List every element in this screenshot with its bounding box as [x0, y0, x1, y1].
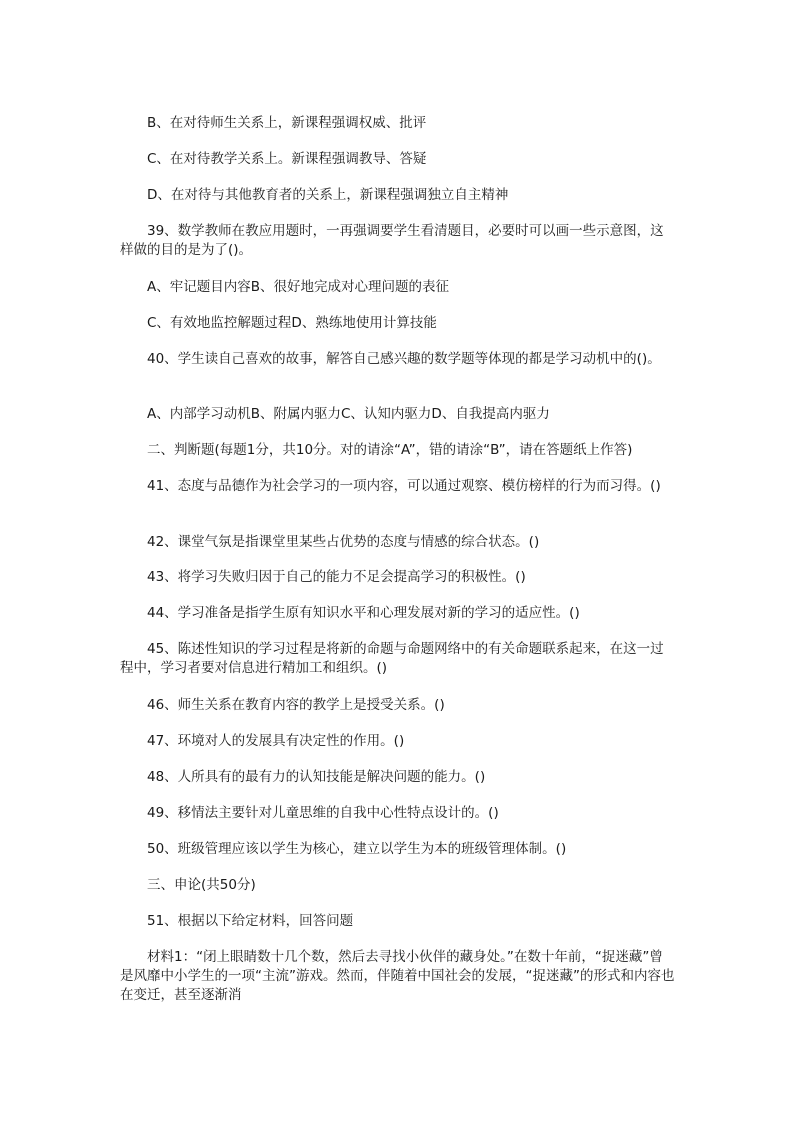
question-51: 51、根据以下给定材料，回答问题	[147, 913, 354, 929]
question-49: 49、移情法主要针对儿童思维的自我中心性特点设计的。()	[147, 805, 499, 821]
question-41: 41、态度与品德作为社会学习的一项内容，可以通过观察、模仿榜样的行为而习得。()	[147, 478, 661, 494]
question-45: 45、陈述性知识的学习过程是将新的命题与命题网络中的有关命题联系起来，在这一过程中，学习者要对信息进行精加工和组织。()	[120, 641, 664, 676]
section-heading-judgment: 二、判断题(每题1分，共10分。对的请涂“A”，错的请涂“B”，请在答题纸上作答)	[147, 442, 633, 458]
material-1: 材料1：“闭上眼睛数十几个数，然后去寻找小伙伴的藏身处。”在数十年前，“捉迷藏”曾是风靡中小学生的一项“主流”游戏。然而，伴随着中国社会的发展，“捉迷藏”的形式和内容也在变迁，甚至逐渐消	[120, 949, 675, 1003]
question-40-options: A、内部学习动机B、附属内驱力C、认知内驱力D、自我提高内驱力	[147, 406, 550, 422]
question-39-options-ab: A、牢记题目内容B、很好地完成对心理问题的表征	[147, 279, 449, 295]
question-46: 46、师生关系在教育内容的教学上是授受关系。()	[147, 697, 445, 713]
option-b-text: B、在对待师生关系上，新课程强调权威、批评	[147, 115, 427, 131]
question-50: 50、班级管理应该以学生为核心，建立以学生为本的班级管理体制。()	[147, 841, 567, 857]
question-47: 47、环境对人的发展具有决定性的作用。()	[147, 733, 405, 749]
section-heading-essay: 三、申论(共50分)	[147, 877, 256, 893]
question-48: 48、人所具有的最有力的认知技能是解决问题的能力。()	[147, 769, 486, 785]
question-39: 39、数学教师在教应用题时，一再强调要学生看清题目，必要时可以画一些示意图，这样做的目的是为了()。	[120, 223, 664, 258]
option-c-text: C、在对待教学关系上。新课程强调教导、答疑	[147, 151, 427, 167]
question-39-options-cd: C、有效地监控解题过程D、熟练地使用计算技能	[147, 315, 437, 331]
question-40: 40、学生读自己喜欢的故事，解答自己感兴趣的数学题等体现的都是学习动机中的()。	[147, 351, 661, 367]
question-42: 42、课堂气氛是指课堂里某些占优势的态度与情感的综合状态。()	[147, 534, 540, 550]
question-44: 44、学习准备是指学生原有知识水平和心理发展对新的学习的适应性。()	[147, 605, 580, 621]
question-43: 43、将学习失败归因于自己的能力不足会提高学习的积极性。()	[147, 569, 526, 585]
option-d-text: D、在对待与其他教育者的关系上，新课程强调独立自主精神	[147, 187, 509, 203]
